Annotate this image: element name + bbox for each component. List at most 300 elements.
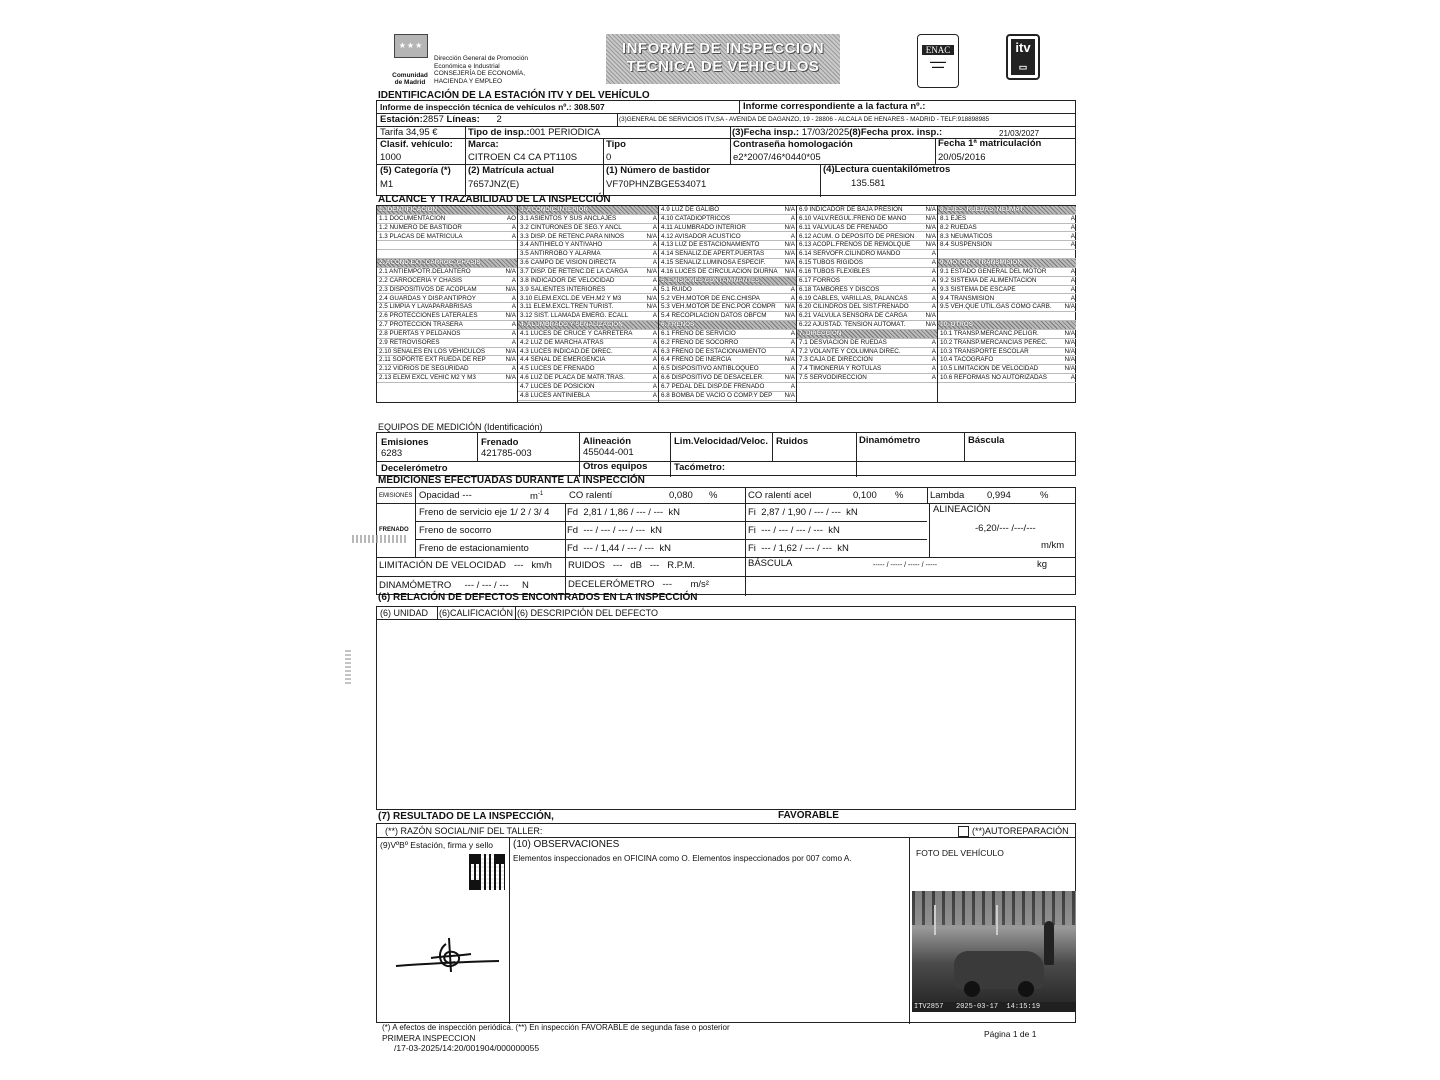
scope-item — [518, 330, 658, 339]
scope-item — [518, 286, 658, 295]
scope-item — [518, 224, 658, 233]
scope-item-result: N/A — [925, 321, 936, 329]
vehicle-make: CITROEN C4 CA PT110S — [468, 152, 578, 163]
scope-item-label: 7.2 VOLANTE Y COLUMNA DIREC. — [799, 347, 901, 355]
scope-item-label: 6.13 ACOPL.FRENOS DE REMOLQUE — [799, 241, 911, 249]
scope-item-result: A — [1070, 276, 1075, 284]
scope-item — [659, 383, 796, 392]
scope-item-result: N/A — [925, 241, 936, 249]
scope-item — [797, 348, 937, 357]
noise-value: --- dB --- R.P.M. — [612, 560, 696, 571]
emergency-brake-right: Fd --- / --- / --- / --- kN — [567, 525, 662, 536]
scope-item — [518, 392, 658, 401]
measurements-heading: MEDICIONES EFECTUADAS DURANTE LA INSPECCIÓN — [378, 475, 645, 486]
scope-item-result: A — [1070, 374, 1075, 382]
scope-item — [938, 374, 1076, 383]
scope-item-result: A — [931, 259, 936, 267]
scope-section-header — [938, 206, 1076, 215]
scope-item-label: 10.3 TRANSPORTE ESCOLAR — [940, 347, 1029, 355]
scope-item-label: 2.8 PUERTAS Y PELDAÑOS — [379, 329, 461, 337]
equipment-heading: EQUIPOS DE MEDICIÓN (Identificación) — [378, 422, 543, 432]
scope-item — [518, 268, 658, 277]
scope-section-header — [659, 321, 796, 330]
scope-item-result: A — [652, 356, 657, 364]
scope-item-label: 6.11 VÁLVULAS DE FRENADO — [799, 223, 888, 231]
scope-item-result: A — [511, 338, 516, 346]
scope-item-label: 6.18 TAMBORES Y DISCOS — [799, 285, 880, 293]
scope-item — [797, 259, 937, 268]
scope-item-result: A — [652, 259, 657, 267]
scope-item — [377, 321, 517, 330]
scope-item-result: A — [790, 294, 795, 302]
scope-item-result: A — [1070, 241, 1075, 249]
scope-item-label: 3.9 SALIENTES INTERIORES — [520, 285, 606, 293]
scope-item-label: 9. MOTOR Y TRANSMISIÓN — [940, 259, 1022, 267]
scope-item — [938, 330, 1076, 339]
scope-item-label: 6.15 TUBOS RÍGIDOS — [799, 259, 863, 267]
scope-item-label: 4.12 AVISADOR ACÚSTICO — [661, 232, 741, 240]
scope-item-result: A — [1070, 267, 1075, 275]
scope-item-result: A — [511, 223, 516, 231]
scope-item-label: 3.1 ASIENTOS Y SUS ANCLAJES — [520, 214, 617, 222]
scope-item-label: 2.10 SEÑALES EN LOS VEHÍCULOS — [379, 347, 486, 355]
footer-note: (*) A efectos de inspección periódica. (**) En inspección FAVORABLE de segunda fase o posterior — [382, 1023, 730, 1032]
vehicle-photo-label: FOTO DEL VEHÍCULO — [916, 848, 1004, 858]
scope-item-result: A — [652, 223, 657, 231]
scope-item-label: 4.15 SEÑALIZ.LUMINOSA ESPECÍF. — [661, 259, 766, 267]
scope-item-result: A — [931, 250, 936, 258]
scope-item — [518, 295, 658, 304]
madrid-flag-logo — [394, 34, 428, 58]
first-inspection: PRIMERA INSPECCION — [382, 1033, 476, 1043]
lambda-value: 0,994 — [987, 490, 1011, 501]
scope-item-label: 3.8 INDICADOR DE VELOCIDAD — [520, 276, 615, 284]
page-number: Página 1 de 1 — [984, 1029, 1037, 1039]
observations-text: Elementos inspeccionados en OFICINA como O. Elementos inspeccionados por 007 como A. — [513, 854, 852, 863]
scope-item-result: N/A — [784, 223, 795, 231]
scope-item — [938, 365, 1076, 374]
scope-item — [797, 250, 937, 259]
scope-item — [659, 241, 796, 250]
scope-item-label: 3.4 ANTIHIELO Y ANTIVAHO — [520, 241, 603, 249]
scope-item-label: 4.13 LUZ DE ESTACIONAMIENTO — [661, 241, 760, 249]
scope-item — [659, 339, 796, 348]
scope-item-label: 6.8 BOMBA DE VACÍO O COMP.Y DEP — [661, 391, 773, 399]
scope-item — [938, 233, 1076, 242]
scope-item — [659, 312, 796, 321]
station-address: (3)GENERAL DE SERVICIOS ITV,SA - AVENIDA DE DAGANZO, 19 - 28806 - ALCALA DE HENARES - MADRID - TELF:918898985 — [619, 116, 990, 123]
scope-item-result: A — [1070, 285, 1075, 293]
vehicle-category: M1 — [380, 179, 394, 190]
org-name: Comunidad de Madrid — [392, 72, 428, 86]
report-number: 308.507 — [573, 102, 605, 112]
scope-item — [659, 224, 796, 233]
scope-item-result: A — [931, 294, 936, 302]
scope-item — [518, 383, 658, 392]
scope-item-result: A — [652, 338, 657, 346]
equipment-table: Emisiones 6283 Frenado 421785-003 Alineación 455044-001 Lim.Velocidad/Veloc. Ruidos Dinamómetro Báscula Decelerómetro Otros equipos Tacómetro: — [376, 432, 1076, 476]
scope-item-label: 4.2 LUZ DE MARCHA ATRÁS — [520, 338, 604, 346]
scope-item-result: N/A — [646, 232, 657, 240]
scope-item-label: 2.1 ANTIEMPOTR.DELANTERO — [379, 267, 471, 275]
scope-item — [659, 233, 796, 242]
scope-item-label: 4.14 SEÑALIZ.DE APERT.PUERTAS — [661, 250, 765, 258]
scope-item — [377, 241, 517, 250]
scope-item-result: A — [931, 276, 936, 284]
scope-item-label: 9.5 VEH.QUE UTIL.GAS COMO CARB. — [940, 303, 1052, 311]
scope-item-result: N/A — [784, 303, 795, 311]
scope-item-label: 10.5 LIMITACIÓN DE VELOCIDAD — [940, 365, 1039, 373]
scope-item-label: 6.7 PEDAL DEL DISP.DE FRENADO — [661, 383, 765, 390]
scope-item-result: N/A — [505, 285, 516, 293]
scope-item-result: A — [931, 347, 936, 355]
scope-item — [659, 268, 796, 277]
scope-item-result: A — [652, 383, 657, 390]
scope-item-label: 2.9 RETROVISORES — [379, 338, 440, 346]
scope-item-label: 3.5 ANTIRROBO Y ALARMA — [520, 250, 601, 258]
scope-item-label: 4.4 SEÑAL DE EMERGENCIA — [520, 356, 606, 364]
identification-heading: IDENTIFICACIÓN DE LA ESTACIÓN ITV Y DEL VEHÍCULO — [378, 90, 650, 101]
scope-item-label: 10.1 TRANSP.MERCANC.PELIGR. — [940, 329, 1039, 337]
scope-item-label: 1. IDENTIFICACIÓN — [379, 206, 438, 213]
scope-item-label: 3.2 CINTURONES DE SEG.Y ANCL — [520, 223, 622, 231]
scope-item-label: 6.21 VÁLVULA SENSORA DE CARGA — [799, 312, 908, 320]
scope-item — [377, 330, 517, 339]
scope-item-label: 4.16 LUCES DE CIRCULACIÓN DIURNA — [661, 267, 778, 275]
result-section — [376, 823, 1076, 1023]
scope-item — [518, 215, 658, 224]
scope-item-label: 6.6 DISPOSITIVO DE DESACELER. — [661, 374, 764, 382]
scope-item — [659, 392, 796, 401]
scope-item — [938, 215, 1076, 224]
scope-item-label: 8.2 RUEDAS — [940, 223, 977, 231]
scope-item-result: N/A — [1064, 356, 1075, 364]
scope-item — [377, 215, 517, 224]
scope-item-label: 6.19 CABLES, VARILLAS, PALANCAS — [799, 294, 908, 302]
scope-item-label: 4.8 LUCES ANTINIEBLA — [520, 391, 590, 399]
scope-item-result: N/A — [1064, 303, 1075, 311]
scope-item — [518, 259, 658, 268]
scope-item — [518, 365, 658, 374]
scope-item-label: 3.3 DISP. DE RETENC.PARA NIÑOS — [520, 232, 625, 240]
scope-item — [659, 356, 796, 365]
scope-item-result: A — [511, 232, 516, 240]
scope-item-result: A — [652, 312, 657, 320]
scope-item-label: 3. ACONDIC.INTERIOR — [520, 206, 588, 213]
scope-item-result: A — [652, 365, 657, 373]
scope-item-label: 10.2 TRANSP.MERCANCÍAS PEREC. — [940, 338, 1048, 346]
scope-item-label: 2.4 GUARDAS Y DISP.ANTIPROY — [379, 294, 476, 302]
scope-item — [797, 233, 937, 242]
scope-item — [938, 250, 1076, 259]
scope-item-result: N/A — [505, 374, 516, 382]
scope-item — [938, 348, 1076, 357]
scope-item-result: A — [652, 374, 657, 382]
scope-item-label: 6.14 SERVOFR.CILINDRO MANDO — [799, 250, 901, 258]
enac-logo: ENAC ▬▬▬▬ ▬▬▬ — [917, 34, 959, 88]
scope-item — [938, 356, 1076, 365]
inspection-type: 001 PERIODICA — [529, 127, 601, 138]
scope-item-result: N/A — [784, 356, 795, 364]
scope-item-result: A — [511, 365, 516, 373]
next-inspection-date: 21/03/2027 — [999, 129, 1040, 138]
parking-brake-left: Fi --- / 1,62 / --- / --- kN — [748, 543, 849, 554]
scope-item-label: 3.10 ELEM.EXCL.DE VEH.M2 Y M3 — [520, 294, 622, 302]
scope-item — [377, 277, 517, 286]
scope-item — [659, 215, 796, 224]
qr-code-icon — [469, 854, 505, 890]
homologation-code: e2*2007/46*0440*05 — [733, 152, 821, 163]
scope-item-result: N/A — [784, 241, 795, 249]
scope-item-result: A — [652, 276, 657, 284]
scope-item — [377, 224, 517, 233]
report-number-label: Informe de inspección técnica de vehículos nº.: — [380, 102, 572, 112]
scope-item-result: A — [1070, 294, 1075, 302]
scope-section-header — [377, 259, 517, 268]
scope-item-label: 4. ALUMBRADO Y SEÑALIZACIÓN — [520, 321, 623, 329]
scope-item — [659, 250, 796, 259]
inspection-report — [376, 28, 1076, 1068]
scope-item-result: A — [652, 241, 657, 249]
scope-item-label: 1.2 NÚMERO DE BASTIDOR — [379, 223, 462, 231]
scope-item — [377, 303, 517, 312]
scope-item-result: A — [511, 321, 516, 329]
station-signature-label: (9)VºBº Estación, firma y sello — [380, 840, 493, 850]
defects-table: (6) UNIDAD (6)CALIFICACIÓN (6) DESCRIPCIÓN DEL DEFECTO — [376, 606, 1076, 810]
scope-item-label: 10.4 TACÓGRAFO — [940, 356, 994, 364]
scope-item-result: A — [652, 347, 657, 355]
scope-item — [797, 224, 937, 233]
scope-item-label: 4.10 CATADIÓPTRICOS — [661, 214, 731, 222]
scope-item-result: A — [652, 391, 657, 399]
scope-item-label: 6.16 TUBOS FLEXIBLES — [799, 267, 870, 275]
photo-timestamp: ITV2857 2025-03-17 14:15:19 — [912, 1002, 1076, 1012]
scope-item-label: 4.11 ALUMBRADO INTERIOR — [661, 223, 746, 231]
scope-item — [938, 277, 1076, 286]
scope-item — [938, 286, 1076, 295]
scope-item-result: N/A — [1064, 338, 1075, 346]
scope-item — [518, 312, 658, 321]
scope-item — [797, 277, 937, 286]
scope-item — [518, 241, 658, 250]
scope-item-result: A — [511, 294, 516, 302]
result-value: FAVORABLE — [778, 810, 839, 821]
scope-item-result: A — [652, 214, 657, 222]
scope-item — [659, 295, 796, 304]
scope-item — [518, 348, 658, 357]
scope-item-label: 3.12 SIST. LLAMADA EMERG. ECALL — [520, 312, 629, 320]
scope-item-result: N/A — [1064, 347, 1075, 355]
scope-item-label: 2.11 SOPORTE EXT RUEDA DE REP — [379, 356, 486, 364]
scope-item-label: 3.7 DISP. DE RETENC.DE LA CARGA — [520, 267, 629, 275]
scope-item-label: 9.2 SISTEMA DE ALIMENTACIÓN — [940, 276, 1037, 284]
scope-grid — [376, 205, 1076, 403]
scope-item — [797, 215, 937, 224]
defects-heading: (6) RELACIÓN DE DEFECTOS ENCONTRADOS EN LA INSPECCIÓN — [378, 592, 698, 603]
scope-item-label: 6.20 CILINDROS DEL SIST.FRENADO — [799, 303, 909, 311]
scope-item-label: 2.5 LIMPIA Y LAVAPARABRISAS — [379, 303, 473, 311]
scan-mark — [352, 535, 406, 543]
scope-item-result: N/A — [784, 374, 795, 382]
scope-item-label: 1.1 DOCUMENTACIÓN — [379, 214, 446, 222]
scope-item-result: N/A — [505, 356, 516, 364]
scope-item — [377, 339, 517, 348]
scope-item-label: 4.7 LUCES DE POSICIÓN — [520, 383, 595, 390]
scope-item-result: A — [790, 383, 795, 390]
scope-item-label: 6.9 INDICADOR DE BAJA PRESIÓN — [799, 206, 903, 213]
inspection-code: /17-03-2025/14:20/001904/000000055 — [394, 1043, 540, 1053]
scope-item — [797, 321, 937, 330]
scale-value: ----- / ----- / ----- / ----- — [873, 562, 938, 569]
scope-item-result: N/A — [784, 250, 795, 258]
scope-item — [377, 233, 517, 242]
scope-item — [659, 330, 796, 339]
scope-item-result: A — [652, 285, 657, 293]
car-icon: itv ▭ — [1011, 39, 1035, 75]
scope-item-label: 4.1 LUCES DE CRUCE Y CARRETERA — [520, 329, 633, 337]
scope-item-result: A — [790, 338, 795, 346]
scope-item-result: N/A — [925, 206, 936, 213]
lines-count: 2 — [496, 114, 502, 125]
alignment-equipment-id: 455044-001 — [583, 447, 634, 458]
scope-item — [797, 303, 937, 312]
scope-item — [377, 348, 517, 357]
scope-item — [659, 206, 796, 215]
self-repair-checkbox[interactable] — [958, 826, 969, 837]
scope-item-label: 4.9 LUZ DE GÁLIBO — [661, 206, 720, 213]
scope-item-label: 6.3 FRENO DE ESTACIONAMIENTO — [661, 347, 767, 355]
scope-item — [518, 374, 658, 383]
scope-item — [377, 286, 517, 295]
scope-item-label: 8.4 SUSPENSIÓN — [940, 241, 992, 249]
odometer-reading: 135.581 — [851, 178, 886, 189]
scope-item — [377, 295, 517, 304]
scope-item-label: 10. OTROS — [940, 321, 973, 329]
scope-item-label: 5.2 VEH.MOTOR DE ENC.CHISPA — [661, 294, 760, 302]
scope-item-label: 4.6 LUZ DE PLACA DE MATR.TRAS. — [520, 374, 625, 382]
scope-item-result: A — [790, 285, 795, 293]
scope-item — [797, 241, 937, 250]
parking-brake-right: Fd --- / 1,44 / --- / --- kN — [567, 543, 671, 554]
scope-item-result: N/A — [505, 312, 516, 320]
station-number: 2857 — [422, 114, 444, 125]
scope-item-result: N/A — [1064, 365, 1075, 373]
scope-item-label: 9.1 ESTADO GENERAL DEL MOTOR — [940, 267, 1047, 275]
scope-item-label: 2.6 PROTECCIONES LATERALES — [379, 312, 478, 320]
scope-item — [518, 339, 658, 348]
scope-item — [938, 224, 1076, 233]
emissions-equipment-id: 6283 — [381, 448, 403, 459]
scope-section-header — [938, 259, 1076, 268]
org-lines: Dirección General de Promoción Económica e Industrial CONSEJERÍA DE ECONOMÍA, HACIENDA Y EMPLEO — [434, 55, 528, 85]
scope-item-label: 2. ACOND.EXT.,CARROC.,CHASIS — [379, 259, 481, 267]
scope-item-label: 6.1 FRENO DE SERVICIO — [661, 329, 736, 337]
scope-item-label: 8.1 EJES — [940, 214, 967, 222]
scope-item-label: 7.5 SERVODIRECCIÓN — [799, 374, 867, 382]
self-repair-label: (**)AUTOREPARACIÓN — [972, 826, 1069, 837]
scope-item-label: 2.3 DISPOSITIVOS DE ACOPLAM — [379, 285, 477, 293]
scope-item-result: A — [931, 285, 936, 293]
scope-item-result: N/A — [784, 206, 795, 213]
scope-section-header — [518, 321, 658, 330]
scope-item — [377, 268, 517, 277]
decelerometer-value: --- m/s² — [662, 579, 709, 590]
signature-icon — [391, 936, 503, 976]
scope-item-label: 6.12 ACUM. O DEPÓSITO DE PRESIÓN — [799, 232, 915, 240]
scope-item — [797, 339, 937, 348]
scope-item-label: 7. DIRECCIÓN — [799, 329, 842, 337]
scope-item-result: N/A — [925, 223, 936, 231]
vehicle-type: 0 — [606, 152, 612, 163]
scope-item — [518, 250, 658, 259]
itv-logo — [1006, 34, 1040, 80]
scope-item-label: 3.6 CAMPO DE VISIÓN DIRECTA — [520, 259, 617, 267]
scope-item — [377, 356, 517, 365]
registration-date: 20/05/2016 — [938, 152, 986, 163]
scope-item — [938, 339, 1076, 348]
scope-item-result: N/A — [784, 267, 795, 275]
scope-item-result: AO — [506, 214, 516, 222]
scope-item-result: A — [790, 232, 795, 240]
scope-item — [377, 365, 517, 374]
result-label: (7) RESULTADO DE LA INSPECCIÓN, — [378, 811, 554, 822]
scope-item — [797, 206, 937, 215]
scope-item-result: A — [931, 267, 936, 275]
scope-item-label: 2.13 ELEM EXCL VEHIC M2 Y M3 — [379, 374, 476, 382]
scope-heading: ALCANCE Y TRAZABILIDAD DE LA INSPECCIÓN — [378, 194, 611, 205]
scope-item-result: A — [931, 338, 936, 346]
vehicle-photo — [912, 891, 1076, 1012]
scope-item-result: N/A — [505, 267, 516, 275]
scope-item — [377, 312, 517, 321]
scope-item-result: A — [790, 329, 795, 337]
scope-section-header — [518, 206, 658, 215]
scope-item — [518, 356, 658, 365]
brake-equipment-id: 421785-003 — [481, 448, 532, 459]
scope-section-header — [938, 321, 1076, 330]
scope-item — [938, 312, 1076, 321]
scope-item-result: A — [1070, 214, 1075, 222]
scope-item-result: A — [931, 356, 936, 364]
scope-item-result: A — [790, 214, 795, 222]
scope-item-result: A — [931, 374, 936, 382]
co-accel-value: 0,100 — [853, 490, 877, 501]
scope-item-label: 5. EMISIONES CONTAMINANTES — [661, 276, 760, 284]
license-plate: 7657JNZ(E) — [468, 179, 520, 190]
scope-item — [938, 241, 1076, 250]
scope-item-result: N/A — [1064, 329, 1075, 337]
scope-item-label: 5.4 RECOPILACIÓN DATOS OBFCM — [661, 312, 767, 320]
scope-item — [377, 374, 517, 383]
opacity: Opacidad --- — [419, 490, 472, 501]
service-brake-right: Fd 2,81 / 1,86 / --- / --- kN — [567, 507, 680, 518]
scope-item — [659, 374, 796, 383]
scope-item — [938, 303, 1076, 312]
measurements-table: EMISIONES Opacidad --- $m^{-1}$ CO ralentí 0,080 % CO ralentí acel 0,100 % Lambda 0,994 % FRENADO Freno de servicio eje 1/ 2 / 3/ 4 Fd 2,81 / 1,86 / --- / --- kN Fi 2,87 / 1,90 / --- / --- kN Freno de socorro Fd --- / --- / --- / --- kN Fi --- / --- / --- / --- kN Freno de estacionamiento Fd --- / 1,44 / --- / --- kN Fi --- / 1,62 / --- / --- kN ALINEACIÓN -6,20/--- /---/--- m/km LIMITACIÓN DE VELOCIDAD --- km/h RUIDOS --- dB --- R.P.M. BÁSCULA ----- / ----- / ----- / ----- kg DINAMÓMETRO --- / --- / --- N DECELERÓMETRO --- m/s² — [376, 487, 1076, 595]
scope-item — [518, 233, 658, 242]
scope-item-result: A — [511, 276, 516, 284]
scope-item — [518, 277, 658, 286]
scope-item — [659, 348, 796, 357]
scope-item-result: A — [511, 329, 516, 337]
workshop-label: (**) RAZÓN SOCIAL/NIF DEL TALLER: — [385, 826, 543, 836]
co-idle-value: 0,080 — [669, 490, 693, 501]
scope-item-label: 4.5 LUCES DE FRENADO — [520, 365, 595, 373]
scope-item-label: 8.3 NEUMÁTICOS — [940, 232, 993, 240]
scope-item-label: 9.3 SISTEMA DE ESCAPE — [940, 285, 1016, 293]
vehicle-class: 1000 — [380, 152, 402, 163]
scope-item-label: 7.4 TIMONERÍA Y RÓTULAS — [799, 365, 882, 373]
